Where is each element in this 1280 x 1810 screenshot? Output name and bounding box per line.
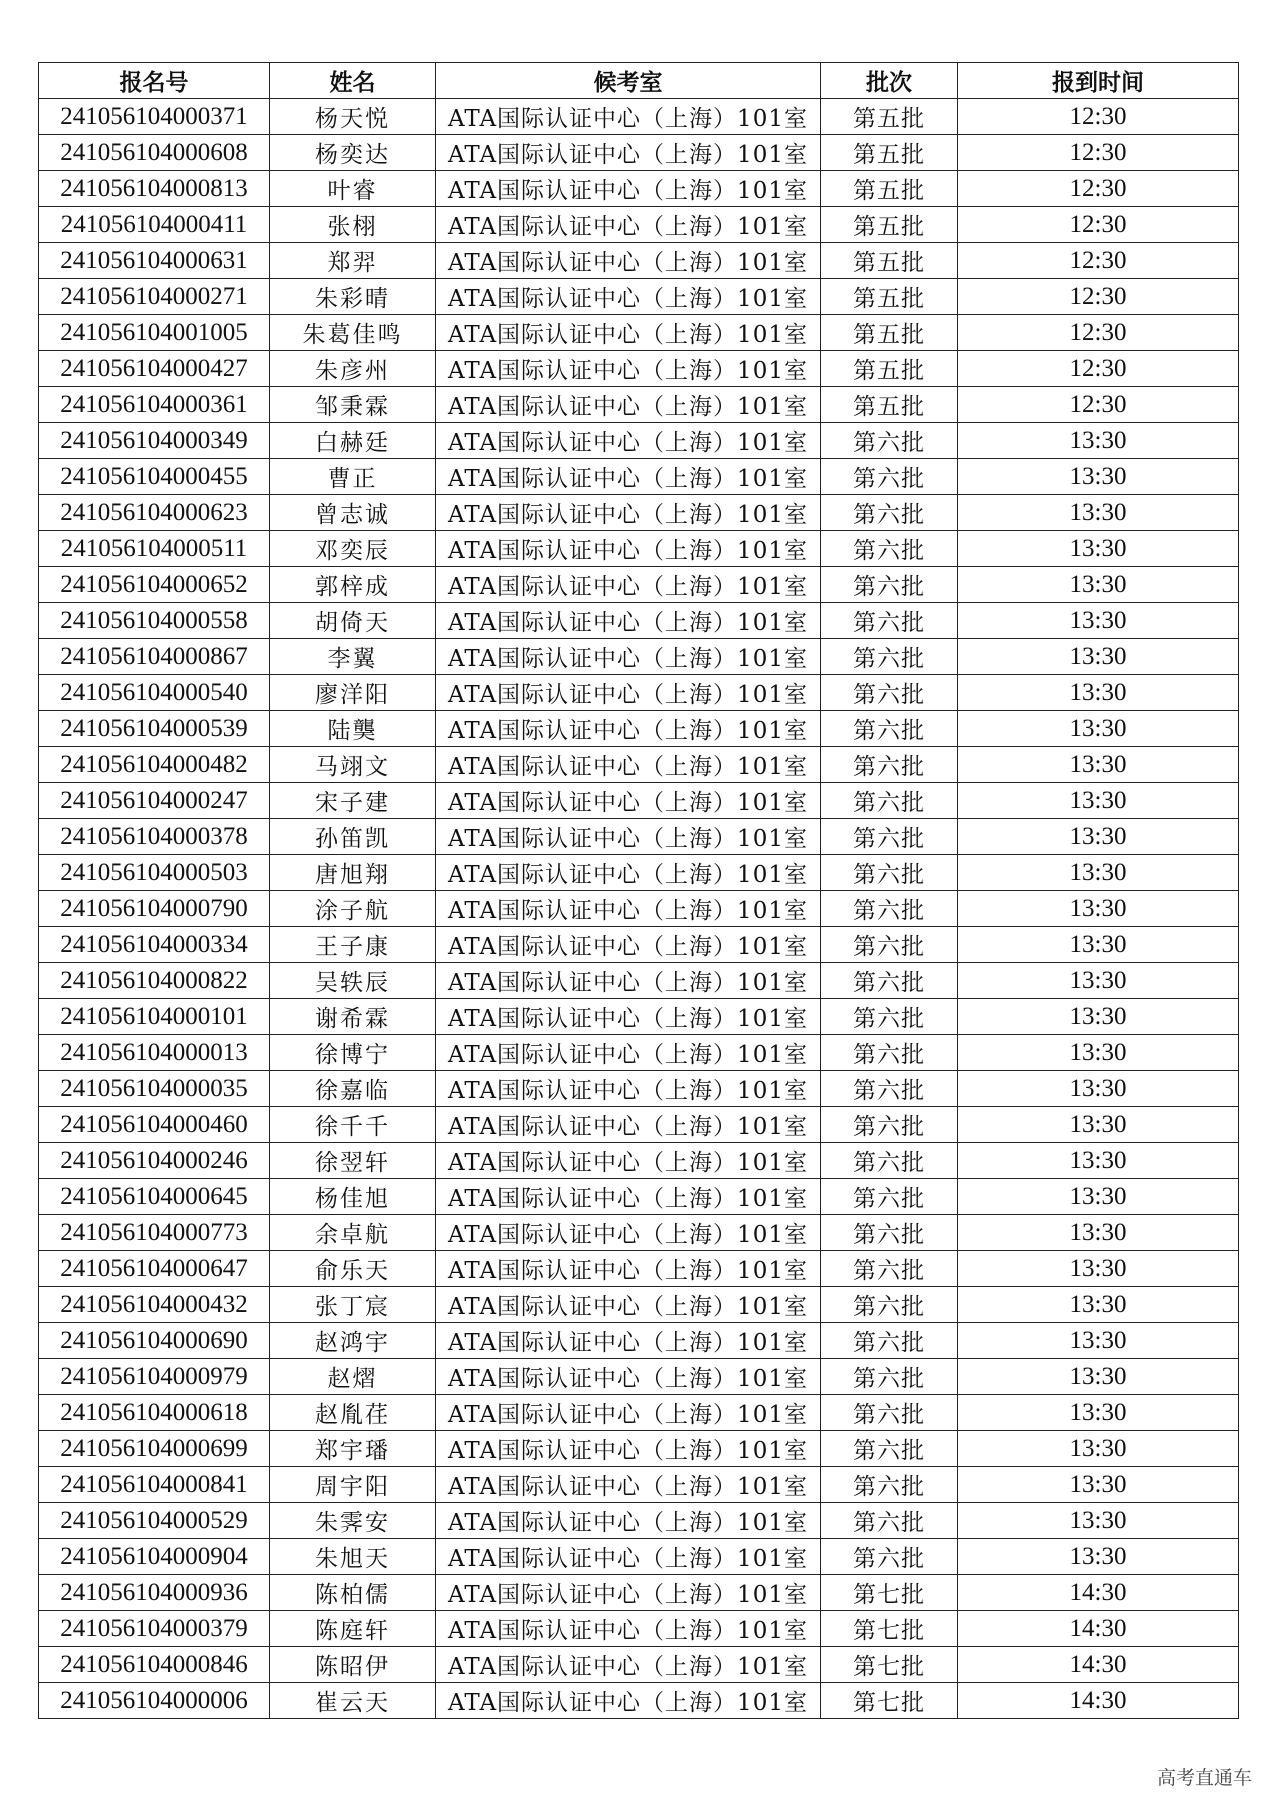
registration-number-cell: 241056104000379 — [39, 1611, 270, 1647]
registration-number-cell: 241056104000540 — [39, 675, 270, 711]
batch-cell: 第六批 — [821, 1179, 958, 1215]
batch-cell: 第七批 — [821, 1611, 958, 1647]
report-time-cell: 13:30 — [958, 1359, 1239, 1395]
table-row — [39, 315, 1239, 351]
report-time-cell: 12:30 — [958, 135, 1239, 171]
waiting-room-cell: ATA国际认证中心（上海）101室 — [436, 1287, 821, 1323]
batch-cell: 第六批 — [821, 1431, 958, 1467]
registration-number-cell: 241056104000841 — [39, 1467, 270, 1503]
registration-number-cell: 241056104000813 — [39, 171, 270, 207]
report-time-cell: 13:30 — [958, 1215, 1239, 1251]
candidate-name-cell: 朱旭天 — [270, 1539, 436, 1575]
candidate-name-cell: 朱霁安 — [270, 1503, 436, 1539]
registration-number-cell: 241056104000246 — [39, 1143, 270, 1179]
watermark-text: 高考直通车 — [1156, 1767, 1252, 1789]
candidate-name-cell: 陈柏儒 — [270, 1575, 436, 1611]
registration-number-cell: 241056104000623 — [39, 495, 270, 531]
table-row — [39, 423, 1239, 459]
batch-cell: 第七批 — [821, 1683, 958, 1719]
waiting-room-cell: ATA国际认证中心（上海）101室 — [436, 1323, 821, 1359]
waiting-room-cell: ATA国际认证中心（上海）101室 — [436, 1467, 821, 1503]
table-row — [39, 1647, 1239, 1683]
table-row — [39, 999, 1239, 1035]
report-time-cell: 13:30 — [958, 423, 1239, 459]
batch-cell: 第六批 — [821, 1359, 958, 1395]
batch-cell: 第六批 — [821, 1215, 958, 1251]
batch-cell: 第五批 — [821, 387, 958, 423]
waiting-room-cell: ATA国际认证中心（上海）101室 — [436, 1035, 821, 1071]
table-row — [39, 819, 1239, 855]
report-time-cell: 13:30 — [958, 1035, 1239, 1071]
batch-cell: 第五批 — [821, 99, 958, 135]
candidate-name-cell: 郑宇璠 — [270, 1431, 436, 1467]
candidate-name-cell: 曹正 — [270, 459, 436, 495]
waiting-room-cell: ATA国际认证中心（上海）101室 — [436, 495, 821, 531]
registration-number-cell: 241056104000361 — [39, 387, 270, 423]
candidate-name-cell: 余卓航 — [270, 1215, 436, 1251]
report-time-cell: 12:30 — [958, 279, 1239, 315]
candidate-name-cell: 张栩 — [270, 207, 436, 243]
table-row — [39, 567, 1239, 603]
waiting-room-cell: ATA国际认证中心（上海）101室 — [436, 351, 821, 387]
candidate-name-cell: 马翊文 — [270, 747, 436, 783]
registration-number-cell: 241056104000645 — [39, 1179, 270, 1215]
batch-cell: 第五批 — [821, 135, 958, 171]
registration-number-cell: 241056104000511 — [39, 531, 270, 567]
batch-cell: 第六批 — [821, 1503, 958, 1539]
report-time-cell: 13:30 — [958, 1071, 1239, 1107]
report-time-cell: 13:30 — [958, 1539, 1239, 1575]
report-time-cell: 13:30 — [958, 1503, 1239, 1539]
candidate-name-cell: 吴轶辰 — [270, 963, 436, 999]
report-time-cell: 13:30 — [958, 927, 1239, 963]
report-time-cell: 13:30 — [958, 1143, 1239, 1179]
registration-number-cell: 241056104000631 — [39, 243, 270, 279]
registration-number-cell: 241056104000652 — [39, 567, 270, 603]
table-row — [39, 891, 1239, 927]
table-row — [39, 1179, 1239, 1215]
table-row — [39, 927, 1239, 963]
table-row — [39, 1467, 1239, 1503]
report-time-cell: 13:30 — [958, 711, 1239, 747]
waiting-room-cell: ATA国际认证中心（上海）101室 — [436, 1647, 821, 1683]
waiting-room-cell: ATA国际认证中心（上海）101室 — [436, 171, 821, 207]
report-time-cell: 13:30 — [958, 1395, 1239, 1431]
waiting-room-cell: ATA国际认证中心（上海）101室 — [436, 819, 821, 855]
report-time-cell: 14:30 — [958, 1647, 1239, 1683]
table-row — [39, 639, 1239, 675]
batch-cell: 第五批 — [821, 351, 958, 387]
waiting-room-cell: ATA国际认证中心（上海）101室 — [436, 999, 821, 1035]
candidate-name-cell: 白赫廷 — [270, 423, 436, 459]
table-row — [39, 1107, 1239, 1143]
registration-number-cell: 241056104000411 — [39, 207, 270, 243]
batch-cell: 第六批 — [821, 495, 958, 531]
waiting-room-cell: ATA国际认证中心（上海）101室 — [436, 855, 821, 891]
report-time-cell: 13:30 — [958, 891, 1239, 927]
waiting-room-cell: ATA国际认证中心（上海）101室 — [436, 1179, 821, 1215]
registration-number-cell: 241056104000432 — [39, 1287, 270, 1323]
report-time-cell: 12:30 — [958, 171, 1239, 207]
registration-number-cell: 241056104000790 — [39, 891, 270, 927]
table-row — [39, 1611, 1239, 1647]
report-time-cell: 14:30 — [958, 1575, 1239, 1611]
table-row — [39, 1395, 1239, 1431]
waiting-room-cell: ATA国际认证中心（上海）101室 — [436, 675, 821, 711]
report-time-cell: 12:30 — [958, 351, 1239, 387]
report-time-cell: 13:30 — [958, 1179, 1239, 1215]
report-time-cell: 13:30 — [958, 783, 1239, 819]
report-time-cell: 13:30 — [958, 675, 1239, 711]
candidate-name-cell: 孙笛凯 — [270, 819, 436, 855]
header-report-time: 报到时间 — [958, 63, 1239, 99]
batch-cell: 第六批 — [821, 1071, 958, 1107]
batch-cell: 第七批 — [821, 1647, 958, 1683]
report-time-cell: 13:30 — [958, 747, 1239, 783]
waiting-room-cell: ATA国际认证中心（上海）101室 — [436, 387, 821, 423]
waiting-room-cell: ATA国际认证中心（上海）101室 — [436, 1431, 821, 1467]
table-row — [39, 207, 1239, 243]
batch-cell: 第六批 — [821, 1035, 958, 1071]
table-body — [39, 99, 1239, 1719]
candidate-name-cell: 崔云天 — [270, 1683, 436, 1719]
registration-number-cell: 241056104000247 — [39, 783, 270, 819]
table-row — [39, 279, 1239, 315]
batch-cell: 第五批 — [821, 315, 958, 351]
registration-number-cell: 241056104000558 — [39, 603, 270, 639]
candidate-name-cell: 陈庭轩 — [270, 1611, 436, 1647]
table-row — [39, 1359, 1239, 1395]
registration-number-cell: 241056104000503 — [39, 855, 270, 891]
registration-number-cell: 241056104000334 — [39, 927, 270, 963]
header-row — [39, 63, 1239, 99]
header-name: 姓名 — [270, 63, 436, 99]
registration-number-cell: 241056104000690 — [39, 1323, 270, 1359]
batch-cell: 第六批 — [821, 891, 958, 927]
waiting-room-cell: ATA国际认证中心（上海）101室 — [436, 1143, 821, 1179]
report-time-cell: 13:30 — [958, 1467, 1239, 1503]
table-row — [39, 1035, 1239, 1071]
candidate-name-cell: 朱彦州 — [270, 351, 436, 387]
waiting-room-cell: ATA国际认证中心（上海）101室 — [436, 963, 821, 999]
report-time-cell: 13:30 — [958, 531, 1239, 567]
registration-number-cell: 241056104000460 — [39, 1107, 270, 1143]
batch-cell: 第五批 — [821, 171, 958, 207]
registration-number-cell: 241056104000378 — [39, 819, 270, 855]
table-row — [39, 1143, 1239, 1179]
candidate-name-cell: 谢希霖 — [270, 999, 436, 1035]
table-row — [39, 1287, 1239, 1323]
table-row — [39, 1575, 1239, 1611]
waiting-room-cell: ATA国际认证中心（上海）101室 — [436, 891, 821, 927]
batch-cell: 第六批 — [821, 1323, 958, 1359]
candidate-name-cell: 杨天悦 — [270, 99, 436, 135]
registration-number-cell: 241056104000618 — [39, 1395, 270, 1431]
candidate-name-cell: 徐博宁 — [270, 1035, 436, 1071]
report-time-cell: 13:30 — [958, 1107, 1239, 1143]
waiting-room-cell: ATA国际认证中心（上海）101室 — [436, 927, 821, 963]
batch-cell: 第六批 — [821, 783, 958, 819]
table-row — [39, 783, 1239, 819]
candidate-name-cell: 李翼 — [270, 639, 436, 675]
candidate-name-cell: 邹秉霖 — [270, 387, 436, 423]
waiting-room-cell: ATA国际认证中心（上海）101室 — [436, 423, 821, 459]
batch-cell: 第六批 — [821, 747, 958, 783]
batch-cell: 第六批 — [821, 1143, 958, 1179]
report-time-cell: 12:30 — [958, 99, 1239, 135]
table-row — [39, 171, 1239, 207]
table-row — [39, 1539, 1239, 1575]
waiting-room-cell: ATA国际认证中心（上海）101室 — [436, 1107, 821, 1143]
candidate-name-cell: 宋子建 — [270, 783, 436, 819]
batch-cell: 第六批 — [821, 855, 958, 891]
batch-cell: 第六批 — [821, 927, 958, 963]
table-row — [39, 1503, 1239, 1539]
registration-number-cell: 241056104000608 — [39, 135, 270, 171]
batch-cell: 第五批 — [821, 279, 958, 315]
table-row — [39, 963, 1239, 999]
registration-number-cell: 241056104000482 — [39, 747, 270, 783]
candidate-name-cell: 赵熠 — [270, 1359, 436, 1395]
batch-cell: 第六批 — [821, 1539, 958, 1575]
waiting-room-cell: ATA国际认证中心（上海）101室 — [436, 783, 821, 819]
candidate-name-cell: 朱葛佳鸣 — [270, 315, 436, 351]
table-row — [39, 603, 1239, 639]
waiting-room-cell: ATA国际认证中心（上海）101室 — [436, 279, 821, 315]
candidate-name-cell: 张丁宸 — [270, 1287, 436, 1323]
waiting-room-cell: ATA国际认证中心（上海）101室 — [436, 747, 821, 783]
waiting-room-cell: ATA国际认证中心（上海）101室 — [436, 567, 821, 603]
registration-number-cell: 241056104000529 — [39, 1503, 270, 1539]
waiting-room-cell: ATA国际认证中心（上海）101室 — [436, 1395, 821, 1431]
report-time-cell: 13:30 — [958, 1251, 1239, 1287]
batch-cell: 第六批 — [821, 459, 958, 495]
report-time-cell: 12:30 — [958, 315, 1239, 351]
table-row — [39, 1215, 1239, 1251]
report-time-cell: 13:30 — [958, 459, 1239, 495]
waiting-room-cell: ATA国际认证中心（上海）101室 — [436, 1539, 821, 1575]
candidate-name-cell: 叶睿 — [270, 171, 436, 207]
header-batch: 批次 — [821, 63, 958, 99]
header-waiting-room: 候考室 — [436, 63, 821, 99]
table-row — [39, 711, 1239, 747]
candidate-name-cell: 涂子航 — [270, 891, 436, 927]
candidate-name-cell: 廖洋阳 — [270, 675, 436, 711]
batch-cell: 第六批 — [821, 531, 958, 567]
table-row — [39, 99, 1239, 135]
registration-number-cell: 241056104000699 — [39, 1431, 270, 1467]
report-time-cell: 13:30 — [958, 567, 1239, 603]
report-time-cell: 14:30 — [958, 1611, 1239, 1647]
candidate-name-cell: 杨佳旭 — [270, 1179, 436, 1215]
registration-number-cell: 241056104000455 — [39, 459, 270, 495]
batch-cell: 第六批 — [821, 963, 958, 999]
registration-number-cell: 241056104000846 — [39, 1647, 270, 1683]
candidate-name-cell: 徐嘉临 — [270, 1071, 436, 1107]
waiting-room-cell: ATA国际认证中心（上海）101室 — [436, 531, 821, 567]
waiting-room-cell: ATA国际认证中心（上海）101室 — [436, 1215, 821, 1251]
candidate-name-cell: 陆龑 — [270, 711, 436, 747]
registration-number-cell: 241056104000349 — [39, 423, 270, 459]
waiting-room-cell: ATA国际认证中心（上海）101室 — [436, 1683, 821, 1719]
waiting-room-cell: ATA国际认证中心（上海）101室 — [436, 459, 821, 495]
table-row — [39, 1323, 1239, 1359]
batch-cell: 第五批 — [821, 243, 958, 279]
table-row — [39, 531, 1239, 567]
table-row — [39, 1683, 1239, 1719]
candidate-name-cell: 王子康 — [270, 927, 436, 963]
candidate-name-cell: 徐千千 — [270, 1107, 436, 1143]
candidate-name-cell: 曾志诚 — [270, 495, 436, 531]
registration-number-cell: 241056104000979 — [39, 1359, 270, 1395]
waiting-room-cell: ATA国际认证中心（上海）101室 — [436, 135, 821, 171]
candidate-table — [38, 62, 1239, 1719]
waiting-room-cell: ATA国际认证中心（上海）101室 — [436, 1611, 821, 1647]
table-row — [39, 387, 1239, 423]
batch-cell: 第六批 — [821, 1107, 958, 1143]
table-row — [39, 495, 1239, 531]
batch-cell: 第六批 — [821, 1287, 958, 1323]
table-row — [39, 351, 1239, 387]
report-time-cell: 13:30 — [958, 495, 1239, 531]
batch-cell: 第六批 — [821, 711, 958, 747]
registration-number-cell: 241056104000904 — [39, 1539, 270, 1575]
table-row — [39, 135, 1239, 171]
batch-cell: 第六批 — [821, 639, 958, 675]
registration-number-cell: 241056104000773 — [39, 1215, 270, 1251]
candidate-name-cell: 邓奕辰 — [270, 531, 436, 567]
batch-cell: 第六批 — [821, 1251, 958, 1287]
table-row — [39, 855, 1239, 891]
registration-number-cell: 241056104000371 — [39, 99, 270, 135]
registration-number-cell: 241056104000006 — [39, 1683, 270, 1719]
candidate-name-cell: 唐旭翔 — [270, 855, 436, 891]
report-time-cell: 12:30 — [958, 243, 1239, 279]
candidate-name-cell: 赵胤荏 — [270, 1395, 436, 1431]
table-row — [39, 1251, 1239, 1287]
waiting-room-cell: ATA国际认证中心（上海）101室 — [436, 99, 821, 135]
registration-number-cell: 241056104000101 — [39, 999, 270, 1035]
batch-cell: 第六批 — [821, 675, 958, 711]
table-row — [39, 243, 1239, 279]
header-registration-number: 报名号 — [39, 63, 270, 99]
waiting-room-cell: ATA国际认证中心（上海）101室 — [436, 207, 821, 243]
batch-cell: 第六批 — [821, 603, 958, 639]
waiting-room-cell: ATA国际认证中心（上海）101室 — [436, 1071, 821, 1107]
batch-cell: 第五批 — [821, 207, 958, 243]
candidate-name-cell: 郑羿 — [270, 243, 436, 279]
report-time-cell: 14:30 — [958, 1683, 1239, 1719]
batch-cell: 第七批 — [821, 1575, 958, 1611]
report-time-cell: 13:30 — [958, 603, 1239, 639]
registration-number-cell: 241056104000013 — [39, 1035, 270, 1071]
candidate-name-cell: 胡倚天 — [270, 603, 436, 639]
batch-cell: 第六批 — [821, 999, 958, 1035]
batch-cell: 第六批 — [821, 423, 958, 459]
batch-cell: 第六批 — [821, 1467, 958, 1503]
batch-cell: 第六批 — [821, 1395, 958, 1431]
candidate-name-cell: 陈昭伊 — [270, 1647, 436, 1683]
waiting-room-cell: ATA国际认证中心（上海）101室 — [436, 243, 821, 279]
table-row — [39, 747, 1239, 783]
waiting-room-cell: ATA国际认证中心（上海）101室 — [436, 639, 821, 675]
registration-number-cell: 241056104000822 — [39, 963, 270, 999]
registration-number-cell: 241056104001005 — [39, 315, 270, 351]
report-time-cell: 13:30 — [958, 639, 1239, 675]
registration-number-cell: 241056104000936 — [39, 1575, 270, 1611]
candidate-name-cell: 杨奕达 — [270, 135, 436, 171]
candidate-name-cell: 徐翌轩 — [270, 1143, 436, 1179]
waiting-room-cell: ATA国际认证中心（上海）101室 — [436, 603, 821, 639]
waiting-room-cell: ATA国际认证中心（上海）101室 — [436, 315, 821, 351]
waiting-room-cell: ATA国际认证中心（上海）101室 — [436, 1251, 821, 1287]
candidate-name-cell: 赵鸿宇 — [270, 1323, 436, 1359]
registration-number-cell: 241056104000867 — [39, 639, 270, 675]
batch-cell: 第六批 — [821, 567, 958, 603]
registration-number-cell: 241056104000427 — [39, 351, 270, 387]
candidate-name-cell: 朱彩晴 — [270, 279, 436, 315]
report-time-cell: 13:30 — [958, 819, 1239, 855]
report-time-cell: 12:30 — [958, 387, 1239, 423]
table-row — [39, 1071, 1239, 1107]
report-time-cell: 13:30 — [958, 1287, 1239, 1323]
report-time-cell: 13:30 — [958, 1431, 1239, 1467]
candidate-name-cell: 俞乐天 — [270, 1251, 436, 1287]
waiting-room-cell: ATA国际认证中心（上海）101室 — [436, 1503, 821, 1539]
table-row — [39, 1431, 1239, 1467]
report-time-cell: 12:30 — [958, 207, 1239, 243]
waiting-room-cell: ATA国际认证中心（上海）101室 — [436, 1359, 821, 1395]
report-time-cell: 13:30 — [958, 855, 1239, 891]
report-time-cell: 13:30 — [958, 999, 1239, 1035]
candidate-name-cell: 周宇阳 — [270, 1467, 436, 1503]
registration-number-cell: 241056104000539 — [39, 711, 270, 747]
registration-number-cell: 241056104000271 — [39, 279, 270, 315]
registration-number-cell: 241056104000035 — [39, 1071, 270, 1107]
waiting-room-cell: ATA国际认证中心（上海）101室 — [436, 711, 821, 747]
candidate-name-cell: 郭梓成 — [270, 567, 436, 603]
report-time-cell: 13:30 — [958, 963, 1239, 999]
registration-number-cell: 241056104000647 — [39, 1251, 270, 1287]
table-row — [39, 459, 1239, 495]
report-time-cell: 13:30 — [958, 1323, 1239, 1359]
table-row — [39, 675, 1239, 711]
waiting-room-cell: ATA国际认证中心（上海）101室 — [436, 1575, 821, 1611]
batch-cell: 第六批 — [821, 819, 958, 855]
